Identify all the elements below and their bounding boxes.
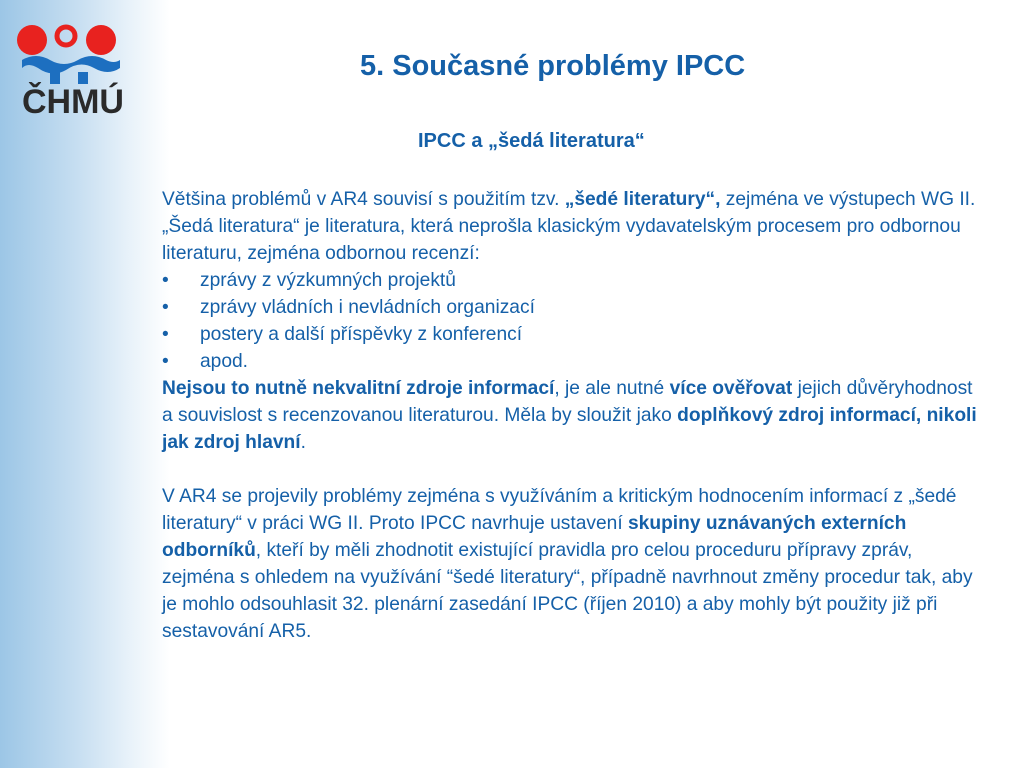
bullet-icon: •	[162, 324, 169, 345]
chmu-logo	[16, 22, 126, 127]
grey-literature-list	[162, 267, 982, 375]
list-item-text: apod.	[200, 351, 249, 372]
intro-text-rest: zejména ve výstupech WG II. „Šedá literatura“ je literatura, která neprošla klasickým vydavatelským procesem pro odbornou literaturu, zejména odbornou recenzí:	[162, 189, 976, 264]
list-item	[162, 348, 982, 375]
bullet-icon: •	[162, 351, 169, 372]
paragraph-assessment	[162, 375, 982, 456]
bullet-icon: •	[162, 297, 169, 318]
list-item	[162, 267, 982, 294]
proposal-text-1: V AR4 se projevily problémy zejména s využíváním a kritickým hodnocením informací z „šedé literatury“ v práci WG II. Proto IPCC navrhuje ustavení	[162, 486, 957, 534]
proposal-bold: skupiny uznávaných externích odborníků	[162, 513, 907, 561]
list-item-text: zprávy z výzkumných projektů	[200, 270, 456, 291]
assessment-text-2: jejich důvěryhodnost a souvislost s recenzovanou literaturou. Měla by sloužit jako	[162, 378, 973, 426]
paragraph-intro	[162, 186, 982, 267]
assessment-text-1: , je ale nutné	[554, 378, 670, 399]
logo-wordmark: ČHMÚ	[22, 83, 124, 121]
paragraph-gap	[162, 456, 982, 483]
list-item	[162, 321, 982, 348]
proposal-text-2: , kteří by měli zhodnotit existující pravidla pro celou proceduru přípravy zpráv, zejména s ohledem na využívání “šedé literatury“, případně navrhnout změny procedur tak, aby je mohlo odsouhlasit 32. plenární zasedání IPCC (říjen 2010) a aby mohly být použity již při sestavování AR5.	[162, 540, 973, 642]
bullet-icon: •	[162, 270, 169, 291]
slide-body	[162, 186, 982, 645]
intro-bold-term: „šedé literatury“,	[564, 189, 721, 210]
list-item-text: postery a další příspěvky z konferencí	[200, 324, 523, 345]
intro-text: Většina problémů v AR4 souvisí s použitím tzv.	[162, 189, 565, 210]
list-item	[162, 294, 982, 321]
assessment-bold-3: doplňkový zdroj informací, nikoli jak zdroj hlavní	[162, 405, 977, 453]
chmu-logo-mark-icon	[16, 22, 126, 92]
assessment-text-3: .	[300, 432, 306, 453]
page-title: 5. Současné problémy IPCC	[360, 50, 746, 82]
assessment-bold-2: více ověřovat	[669, 378, 793, 399]
list-item-text: zprávy vládních i nevládních organizací	[200, 297, 535, 318]
assessment-bold-1: Nejsou to nutně nekvalitní zdroje informací	[162, 378, 555, 399]
paragraph-proposal	[162, 483, 982, 645]
section-subtitle: IPCC a „šedá literatura“	[418, 130, 645, 152]
